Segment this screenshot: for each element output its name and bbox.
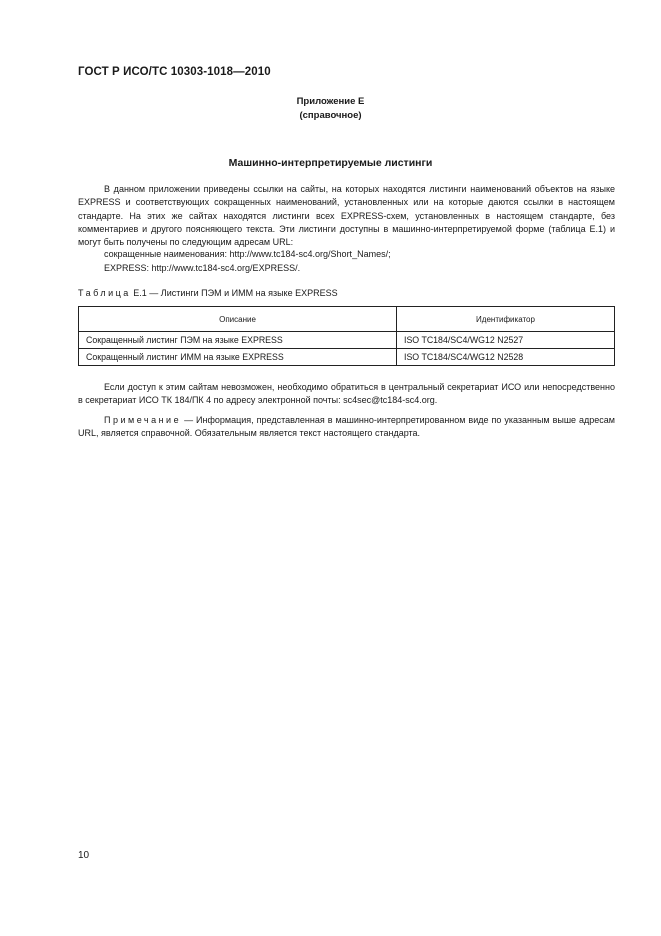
table-header-row — [79, 307, 615, 332]
note-paragraph — [78, 414, 615, 441]
contact-paragraph — [78, 381, 615, 408]
column-header-description: Описание — [79, 307, 397, 332]
table-caption-text: Е.1 — Листинги ПЭМ и ИММ на языке EXPRESS — [130, 288, 338, 298]
note-label: Примечание — [104, 415, 182, 425]
url-short-names: сокращенные наименования: http://www.tc184-sc4.org/Short_Names/; — [104, 249, 391, 259]
table-cell-description: Сокращенный листинг ИММ на языке EXPRESS — [79, 349, 397, 366]
table-caption-label: Таблица — [78, 288, 131, 298]
appendix-subtitle: (справочное) — [299, 110, 362, 121]
url-express: EXPRESS: http://www.tc184-sc4.org/EXPRESS/. — [104, 262, 301, 273]
table-caption — [78, 288, 338, 298]
table-cell-description: Сокращенный листинг ПЭМ на языке EXPRESS — [79, 332, 397, 349]
contact-paragraph-text: Если доступ к этим сайтам невозможен, необходимо обратиться в центральный секретариат ИСО или непосредственно в секретариат ИСО ТК 184/ПК 4 по адресу электронной почты: sc4sec@tc184-sc4.org. — [78, 382, 615, 406]
url-list — [104, 248, 391, 275]
table-cell-identifier: ISO TC184/SC4/WG12 N2528 — [397, 349, 615, 366]
note-text: — Информация, представленная в машинно-интерпретированном виде по указанным выше адресам URL, является справочной. Обязательным является текст настоящего стандарта. — [78, 415, 615, 439]
document-header: ГОСТ Р ИСО/ТС 10303-1018—2010 — [78, 66, 271, 78]
table-row — [79, 349, 615, 366]
table-row — [79, 332, 615, 349]
appendix-heading — [0, 95, 661, 123]
table-cell-identifier: ISO TC184/SC4/WG12 N2527 — [397, 332, 615, 349]
page-number: 10 — [78, 850, 90, 861]
appendix-title: Приложение Е — [296, 96, 365, 107]
intro-paragraph — [78, 183, 615, 249]
column-header-identifier: Идентификатор — [397, 307, 615, 332]
intro-paragraph-text: В данном приложении приведены ссылки на сайты, на которых находятся листинги наименований объектов на языке EXPRESS и соответствующих сокращенных наименований, установленных или на которые даются ссылки в настоящем стандарте. На этих же сайтах находятся листинги всех EXPRESS-схем, установленных в настоящем стандарте, без комментариев и другого поясняющего текста. Эти листинги доступны в машинно-интерпретируемой форме (таблица Е.1) и могут быть получены по следующим адресам URL: — [78, 184, 615, 248]
listings-table — [78, 306, 615, 366]
section-title: Машинно-интерпретируемые листинги — [228, 157, 433, 169]
